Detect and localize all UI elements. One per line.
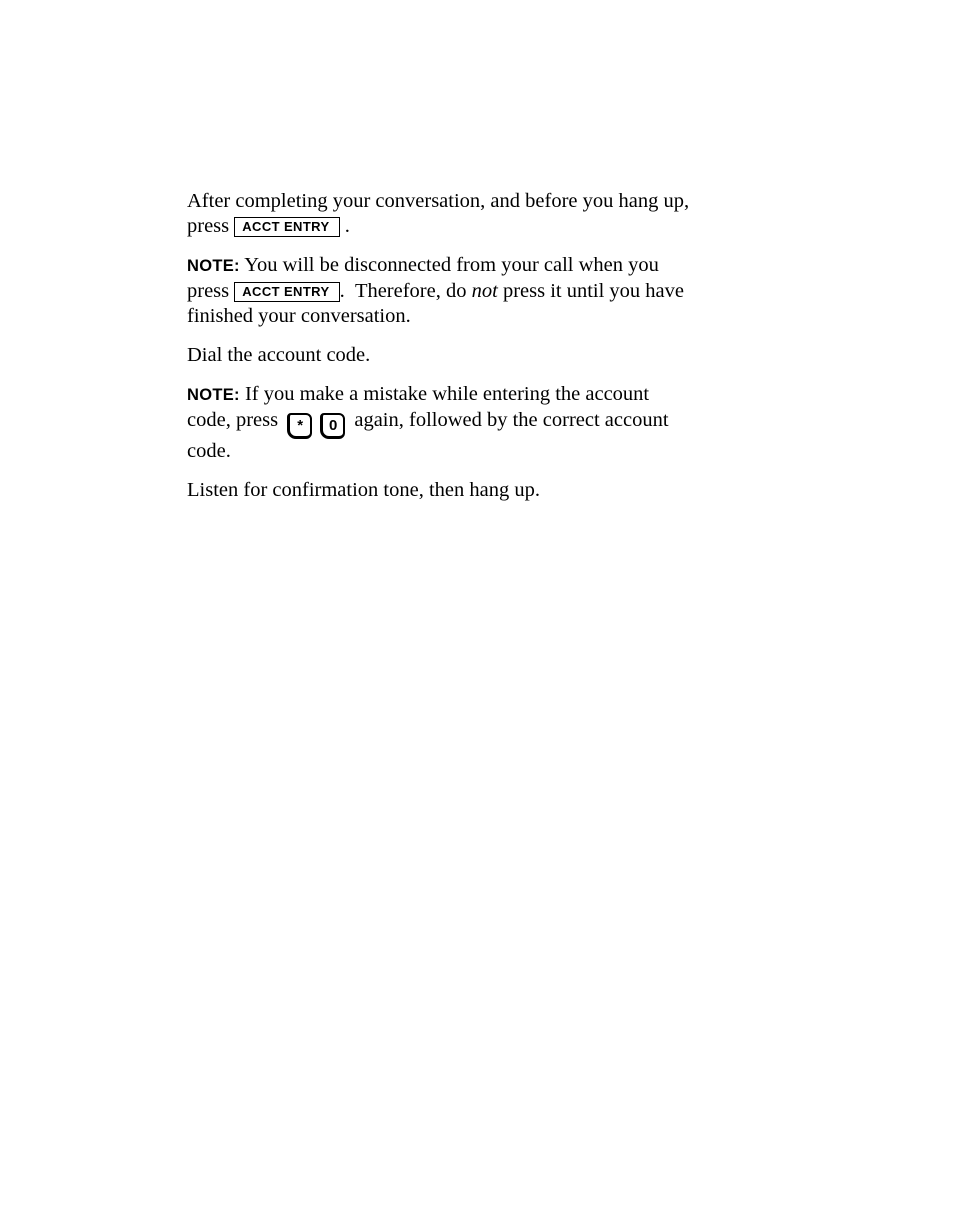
note1-line3: finished your conversation.: [187, 305, 411, 327]
note2-line1: If you make a mistake while entering the account: [244, 383, 650, 405]
note1-text: You will be disconnected from your call when you: [244, 254, 659, 276]
note1-therefore: Therefore, do: [354, 280, 467, 302]
note1-not-emphasis: not: [471, 280, 498, 302]
note-label: NOTE:: [187, 386, 240, 404]
step2-text: Dial the account code.: [187, 344, 371, 366]
star-key: *: [287, 413, 312, 439]
step-dial-account-code: [187, 343, 777, 368]
note2-after-keys: again, followed by the correct account: [354, 409, 669, 431]
note2-code-press: code, press: [187, 409, 279, 431]
step-hang-up: [187, 478, 777, 503]
zero-key: 0: [320, 413, 345, 439]
step3-text: Listen for confirmation tone, then hang up.: [187, 479, 540, 501]
step1-press: press: [187, 215, 230, 237]
step-press-acct-entry: [187, 189, 777, 239]
note1-rest: press it until you have: [502, 280, 685, 302]
note-mistake: [187, 382, 777, 464]
acct-entry-key: ACCT ENTRY: [234, 217, 339, 237]
note-label: NOTE:: [187, 257, 240, 275]
note2-line3: code.: [187, 440, 231, 462]
step1-text: After completing your conversation, and before you hang up,: [187, 190, 690, 212]
acct-entry-key: ACCT ENTRY: [234, 282, 339, 302]
step1-end: .: [344, 215, 350, 237]
note1-press: press: [187, 280, 230, 302]
note-disconnect: [187, 253, 777, 329]
note1-after-key: .: [339, 280, 345, 302]
instruction-page: [187, 189, 777, 517]
